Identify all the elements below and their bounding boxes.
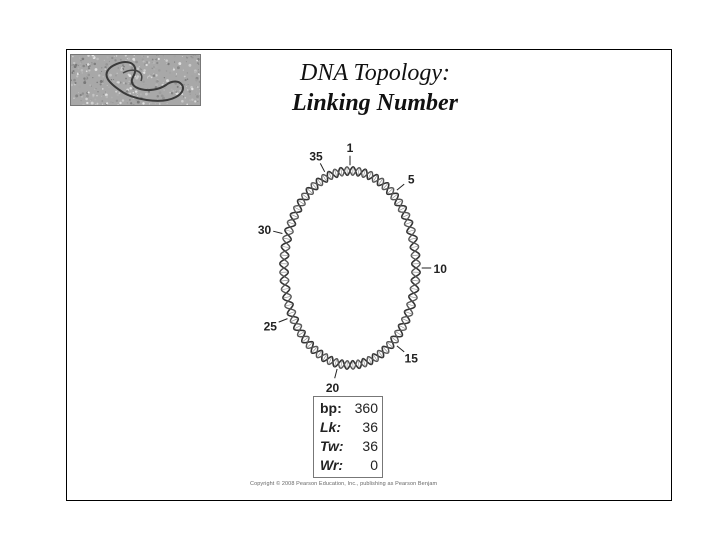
param-row-bp	[320, 400, 378, 418]
param-value: 36	[362, 419, 378, 435]
base-pair-rung	[353, 361, 354, 369]
dna-double-helix-loop	[280, 167, 420, 369]
param-label: Wr:	[320, 457, 344, 473]
marker-tick	[397, 184, 404, 190]
dna-strand	[280, 167, 420, 369]
param-row-lk	[320, 419, 378, 437]
marker-label: 20	[325, 381, 340, 395]
base-pair-rung	[409, 238, 417, 240]
param-value: 360	[354, 400, 378, 416]
base-pair-rung	[280, 255, 288, 256]
marker-tick	[335, 369, 337, 378]
marker-tick	[320, 163, 324, 171]
base-pair-rung	[347, 167, 348, 175]
base-pair-rung	[347, 361, 348, 369]
marker-tick	[273, 231, 282, 233]
base-pair-rung	[283, 296, 291, 298]
slide-title: DNA Topology:	[299, 60, 451, 86]
copyright-notice: Copyright © 2008 Pearson Education, Inc., publishing as Pearson Benjam	[250, 481, 438, 487]
base-pair-rung	[411, 255, 419, 256]
marker-label: 1	[346, 140, 354, 155]
base-pair-rung	[410, 246, 418, 247]
position-markers	[258, 141, 447, 395]
param-row-tw	[320, 438, 378, 456]
marker-label: 5	[407, 172, 415, 187]
base-pair-rung	[410, 288, 418, 289]
param-label: bp:	[320, 400, 342, 416]
marker-label: 25	[263, 319, 277, 334]
marker-tick	[397, 346, 404, 352]
dna-strand	[280, 167, 420, 369]
param-label: Lk:	[320, 419, 341, 435]
param-label: Tw:	[320, 438, 344, 454]
marker-label: 15	[404, 351, 418, 366]
base-pair-rung	[281, 246, 289, 247]
topology-parameters-box	[313, 396, 383, 478]
marker-label: 30	[257, 223, 272, 237]
param-value: 36	[362, 438, 378, 454]
marker-label: 10	[433, 262, 447, 276]
base-pair-rung	[353, 167, 354, 175]
param-value: 0	[370, 457, 378, 473]
marker-tick	[279, 319, 288, 323]
base-pair-rung	[280, 280, 288, 281]
base-pair-rung	[411, 280, 419, 281]
slide-subtitle: Linking Number	[291, 90, 459, 116]
marker-label: 35	[309, 149, 323, 164]
base-pair-rung	[281, 288, 289, 289]
param-row-wr	[320, 457, 378, 475]
